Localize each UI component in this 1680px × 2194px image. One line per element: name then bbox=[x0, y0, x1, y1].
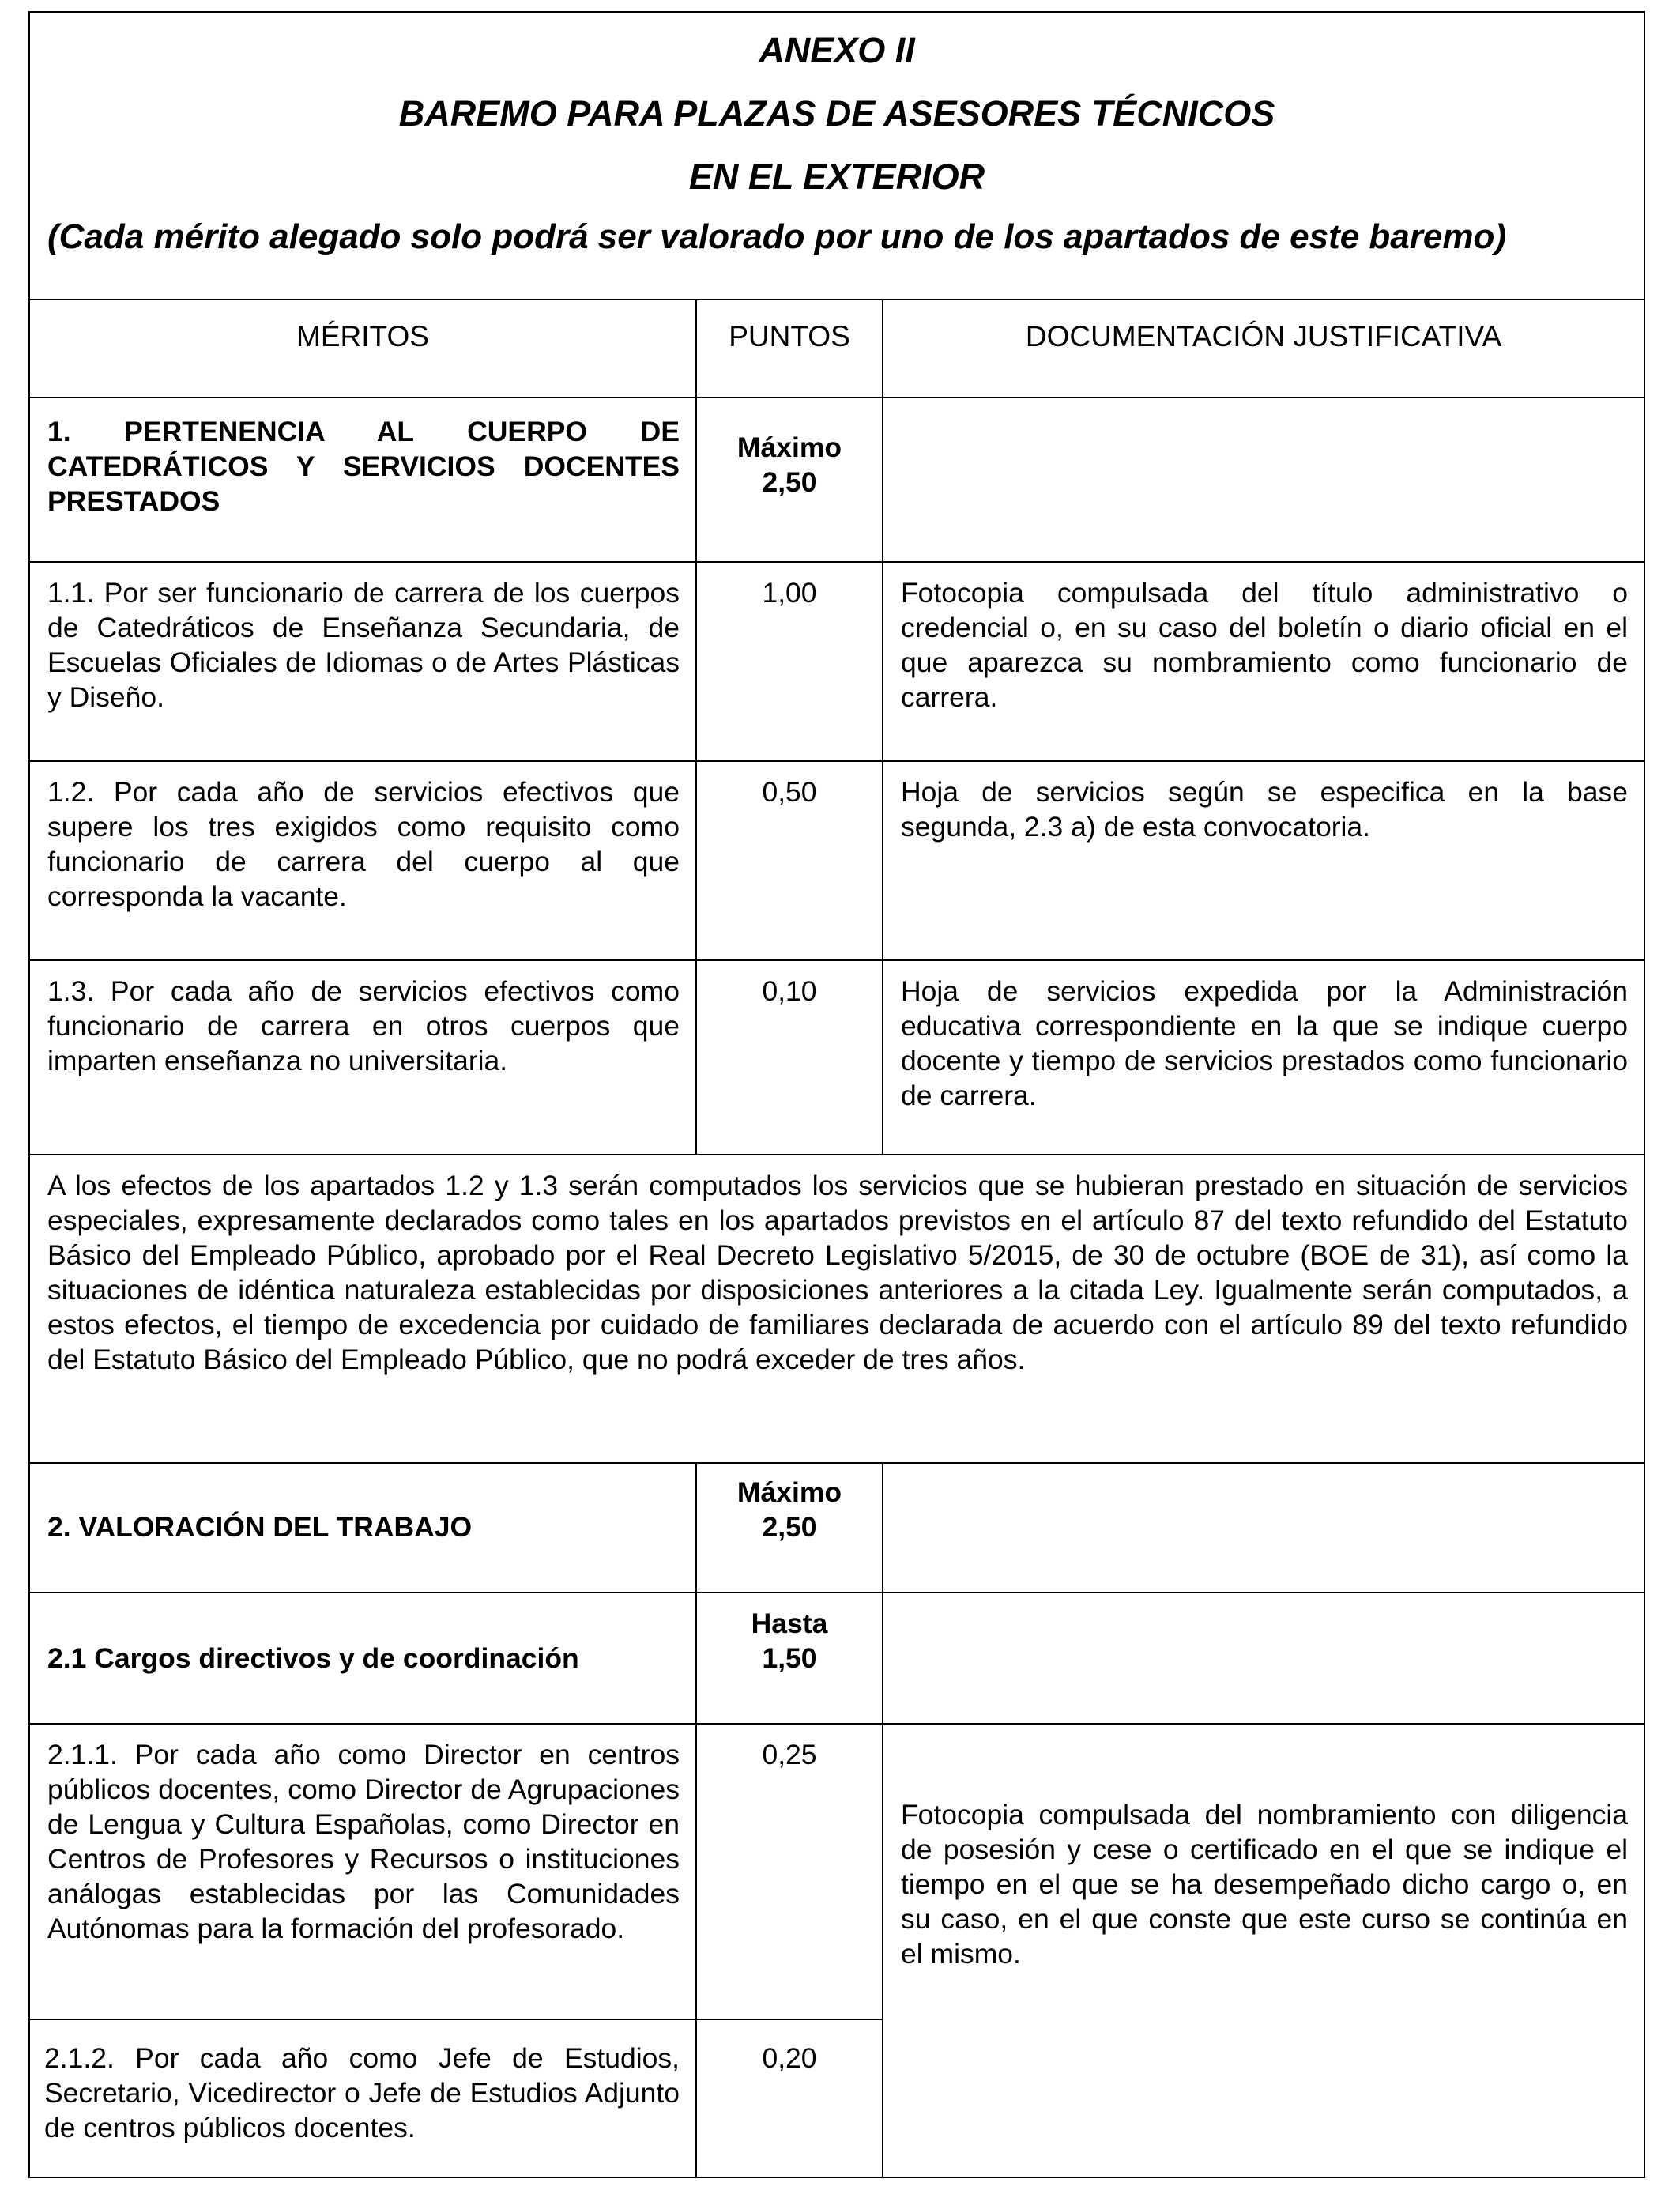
row-divider bbox=[28, 1723, 1645, 1725]
row-divider bbox=[28, 1592, 1645, 1593]
section-1-note: A los efectos de los apartados 1.2 y 1.3 serán computados los servicios que se hubieran prestado en situación de servicios especiales, expresamente declarados como tales en los apartados previstos en el artículo 87 del texto refundido del Estatuto Básico del Empleado Público, aprobado por el Real Decreto Legislativo 5/2015, de 30 de octubre (BOE de 31), así como la situaciones de idéntica naturaleza establecidas por disposiciones anteriores a la citada Ley. Igualmente serán computados, a estos efectos, el tiempo de excedencia por cuidado de familiares declarada de acuerdo con el artículo 89 del texto refundido del Estatuto Básico del Empleado Público, que no podrá exceder de tres años. bbox=[47, 1170, 1628, 1375]
merit-1-1: 1.1. Por ser funcionario de carrera de los cuerpos de Catedráticos de Enseñanza Secundaria, de Escuelas Oficiales de Idiomas o de Artes Plásticas y Diseño. bbox=[47, 577, 680, 713]
points-2-1-1: 0,25 bbox=[762, 1739, 817, 1770]
border-top bbox=[28, 11, 1645, 13]
column-header-documentacion: DOCUMENTACIÓN JUSTIFICATIVA bbox=[1025, 320, 1502, 352]
section-2-points bbox=[697, 1475, 882, 1544]
doc-1-2: Hoja de servicios según se especifica en la base segunda, 2.3 a) de esta convocatoria. bbox=[901, 776, 1628, 843]
merit-2-1-2: 2.1.2. Por cada año como Jefe de Estudios, Secretario, Vicedirector o Jefe de Estudios Adjunto de centros públicos docentes. bbox=[44, 2042, 680, 2143]
row-divider bbox=[28, 959, 1645, 961]
section-2-points-label: Máximo bbox=[736, 1476, 842, 1508]
section-2-1-points-label: Hasta bbox=[751, 1608, 828, 1639]
points-1-3: 0,10 bbox=[762, 975, 817, 1007]
col-divider bbox=[695, 299, 697, 1155]
row-divider bbox=[28, 1462, 1645, 1464]
col-divider bbox=[882, 299, 883, 1155]
document-title-line-2: EN EL EXTERIOR bbox=[688, 156, 985, 197]
section-1-points-label: Máximo bbox=[736, 432, 842, 463]
points-1-2: 0,50 bbox=[762, 776, 817, 808]
merit-1-3: 1.3. Por cada año de servicios efectivos como funcionario de carrera en otros cuerpos que imparten enseñanza no universitaria. bbox=[47, 975, 680, 1076]
column-header-puntos: PUNTOS bbox=[729, 320, 850, 352]
row-divider bbox=[28, 760, 1645, 762]
section-2-1-title: 2.1 Cargos directivos y de coordinación bbox=[47, 1642, 579, 1674]
section-1-points bbox=[697, 430, 882, 499]
points-1-1: 1,00 bbox=[762, 577, 817, 609]
row-divider bbox=[28, 1154, 1645, 1155]
merit-1-2: 1.2. Por cada año de servicios efectivos que supere los tres exigidos como requisito como funcionario de carrera del cuerpo al que corresponda la vacante. bbox=[47, 776, 680, 912]
doc-1-3: Hoja de servicios expedida por la Administración educativa correspondiente en la que se indique cuerpo docente y tiempo de servicios prestados como funcionario de carrera. bbox=[901, 975, 1628, 1111]
column-header-meritos: MÉRITOS bbox=[296, 320, 429, 352]
border-right bbox=[1644, 11, 1645, 2178]
doc-1-1: Fotocopia compulsada del título administrativo o credencial o, en su caso del boletín o diario oficial en el que aparezca su nombramiento como funcionario de carrera. bbox=[901, 577, 1628, 713]
row-divider bbox=[28, 2019, 883, 2020]
doc-2-1: Fotocopia compulsada del nombramiento con diligencia de posesión y cese o certificado en el que se indique el tiempo en el que se ha desempeñado dicho cargo o, en su caso, en el que conste que este curso se continúa en el mismo. bbox=[901, 1799, 1628, 1970]
valuation-note: (Cada mérito alegado solo podrá ser valorado por uno de los apartados de este baremo) bbox=[47, 217, 1506, 256]
document-title-line-1: BAREMO PARA PLAZAS DE ASESORES TÉCNICOS bbox=[398, 93, 1275, 134]
section-2-points-value: 2,50 bbox=[762, 1511, 817, 1543]
section-2-1-points bbox=[697, 1606, 882, 1676]
points-2-1-2: 0,20 bbox=[762, 2042, 817, 2074]
section-2-title: 2. VALORACIÓN DEL TRABAJO bbox=[47, 1511, 473, 1543]
border-bottom bbox=[28, 2177, 1645, 2178]
row-divider bbox=[28, 397, 1645, 398]
section-1-title: 1. PERTENENCIA AL CUERPO DE CATEDRÁTICOS Y SERVICIOS DOCENTES PRESTADOS bbox=[47, 416, 680, 517]
section-2-1-points-value: 1,50 bbox=[762, 1642, 817, 1674]
section-1-points-value: 2,50 bbox=[762, 466, 817, 498]
row-divider bbox=[28, 299, 1645, 300]
annex-table bbox=[28, 11, 1645, 2178]
merit-2-1-1: 2.1.1. Por cada año como Director en centros públicos docentes, como Director de Agrupaciones de Lengua y Cultura Españolas, como Director en Centros de Profesores y Recursos o instituciones análogas establecidas por las Comunidades Autónomas para la formación del profesorado. bbox=[47, 1739, 680, 1944]
row-divider bbox=[28, 561, 1645, 563]
annex-title: ANEXO II bbox=[759, 30, 915, 70]
col-divider bbox=[882, 1462, 883, 2178]
